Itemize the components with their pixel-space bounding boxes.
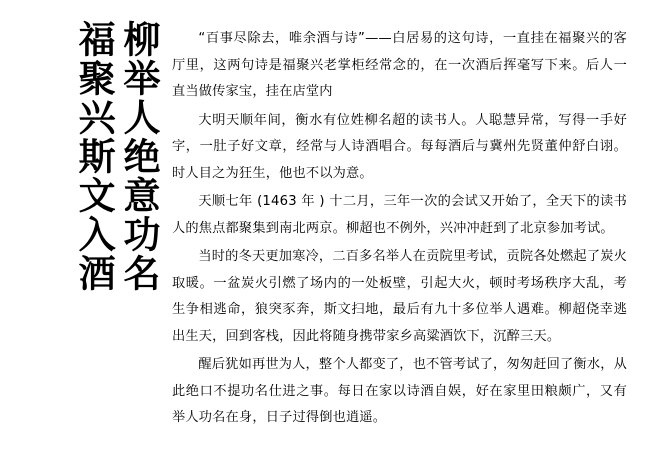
paragraph: “百事尽除去，唯余酒与诗”——白居易的这句诗，一直挂在福聚兴的客厅里，这两句诗是福聚兴老掌柜经常念的，在一次酒后挥毫写下来。后人一直当做传家宝，挂在店堂内: [172, 31, 627, 99]
paragraph: 大明天顺年间，衡水有位姓柳名超的读书人。人聪慧异常，写得一手好字，一肚子好文章，经常与人诗酒唱合。每每酒后与冀州先贤董仲舒白诩。时人目之为狂生，他也不以为意。: [172, 112, 627, 181]
paragraph: 天顺七年 (1463 年 ) 十二月，三年一次的会试又开始了，全天下的读书人的焦点都聚集到南北两京。柳超也不例外，兴冲冲赶到了北京参加考试。: [172, 194, 627, 236]
document-title-line-2: 福聚兴斯文入酒: [72, 20, 117, 293]
paragraph: 醒后犹如再世为人，整个人都变了，也不管考试了，匆匆赶回了衡水，从此绝口不提功名仕进之事。每日在家以诗酒自娱，好在家里田粮颇广，又有举人功名在身，日子过得倒也逍遥。: [172, 357, 627, 425]
vertical-title-block: [8, 18, 161, 448]
paragraph: 当时的冬天更加寒冷，二百多名举人在贡院里考试，贡院各处燃起了炭火取暖。一盆炭火引燃了场内的一处板壁，引起大火，顿时考场秩序大乱，考生争相逃命，狼突豕奔，斯文扫地，最后有九十多位举人遇难。柳超侥幸逃出生天，回到客栈，因此将随身携带家乡高粱酒饮下，沉醉三天。: [172, 249, 627, 344]
document-title-line-1: 柳举人绝意功名: [117, 20, 161, 293]
document-body: [172, 26, 627, 434]
